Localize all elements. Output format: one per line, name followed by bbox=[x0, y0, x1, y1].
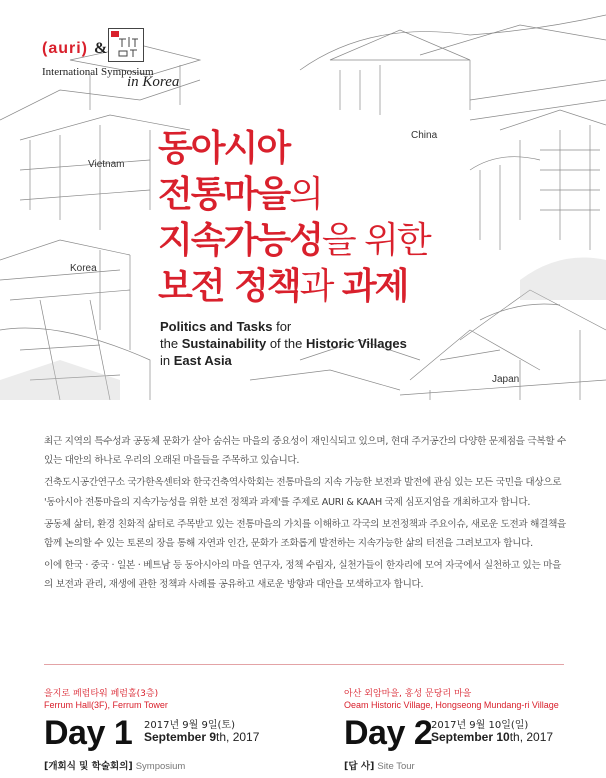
day2-event bbox=[344, 758, 415, 772]
en-title-part: of the bbox=[266, 336, 306, 351]
title-line-4-light: 과 bbox=[299, 266, 342, 307]
day2-date-ko: 2017년 9월 10일(일) bbox=[431, 720, 529, 731]
korean-title bbox=[158, 126, 430, 310]
intro-paragraph: 건축도시공간연구소 국가한옥센터와 한국건축역사학회는 전통마을의 지속 가능한 보전과 발전에 관심 있는 모든 국민을 대상으로 '동아시아 전통마을의 지속가능성을 위한 보전 정책과 과제'를 주제로 AURI & KAAH 국제 심포지엄을 개최하고자 합니다. bbox=[44, 477, 562, 508]
day1-venue-en: Ferrum Hall(3F), Ferrum Tower bbox=[44, 700, 168, 710]
symposium-label: International Symposium bbox=[42, 66, 154, 78]
title-line-1: 동아시아 bbox=[158, 128, 290, 169]
en-title-part: East Asia bbox=[173, 353, 232, 368]
intro-paragraph: 공동체 삶터, 환경 친화적 삶터로 주목받고 있는 전통마을의 가치를 이해하고 각국의 보전정책과 주요이슈, 새로운 도전과 해결책을 함께 논의할 수 있는 토론의 장을 통해 자연과 인간, 문화가 조화롭게 발전하는 지속가능한 삶의 터전을 그려보고자 합니다. bbox=[44, 518, 567, 550]
day1-venue-ko: 을지로 페럼타워 페럼홀(3층) bbox=[44, 689, 159, 699]
day2-event-ko: [답 사] bbox=[344, 761, 375, 772]
en-title-part: Sustainability bbox=[181, 336, 267, 351]
title-line-2-bold: 전통마을 bbox=[158, 174, 290, 215]
day2-date-en-bold: September 10 bbox=[431, 730, 510, 744]
day2-venue-ko: 아산 외암마을, 홍성 문당리 마을 bbox=[344, 689, 472, 699]
title-line-4-bold: 보전 정책 bbox=[158, 266, 300, 307]
day1-date-en-rest: th, 2017 bbox=[216, 730, 260, 744]
seal-glyph-icon bbox=[115, 33, 141, 59]
kaah-seal-logo bbox=[108, 28, 144, 62]
day1-date-en-bold: September 9 bbox=[144, 730, 217, 744]
day2-venue-en: Oeam Historic Village, Hongseong Mundang-ri Village bbox=[344, 700, 559, 710]
en-title-part: Politics and Tasks bbox=[160, 319, 273, 334]
day1-event-ko: [개회식 및 학술회의] bbox=[44, 761, 133, 772]
intro-paragraph: 이에 한국 · 중국 · 일본 · 베트남 등 동아시아의 마을 연구자, 정책 수립자, 실천가들이 한자리에 모여 자국에서 실천하고 있는 마을의 보전과 관리, 재생에 관한 정책과 사례를 공유하고 새로운 방향과 대안을 모색하고자 합니다. bbox=[44, 560, 562, 591]
day1-label: Day 1 bbox=[44, 714, 133, 752]
en-title-part: for bbox=[272, 319, 292, 334]
english-title bbox=[160, 318, 407, 369]
title-line-4 bbox=[158, 264, 430, 310]
place-label-japan: Japan bbox=[492, 374, 520, 385]
place-label-korea: Korea bbox=[70, 263, 97, 274]
day1-event bbox=[44, 758, 185, 772]
auri-logo: (auri) bbox=[42, 40, 88, 57]
day2-event-en: Site Tour bbox=[377, 761, 415, 772]
title-line-3 bbox=[158, 218, 430, 264]
day2-label: Day 2 bbox=[344, 714, 433, 752]
place-label-china: China bbox=[411, 130, 438, 141]
day1-event-en: Symposium bbox=[135, 761, 186, 772]
title-line-3-bold: 지속가능성 bbox=[158, 220, 322, 261]
place-label-vietnam: Vietnam bbox=[88, 159, 125, 170]
en-title-part: Historic Villages bbox=[305, 336, 407, 351]
day1-date-en bbox=[144, 730, 259, 744]
day2-date-en bbox=[431, 730, 553, 744]
in-korea-label: in Korea bbox=[127, 74, 180, 90]
title-line-2 bbox=[158, 172, 430, 218]
day2-date-en-rest: th, 2017 bbox=[509, 730, 554, 744]
day1-block bbox=[44, 686, 260, 772]
day1-date-ko: 2017년 9월 9일(토) bbox=[144, 720, 235, 731]
day2-block bbox=[344, 686, 559, 772]
section-divider bbox=[44, 664, 564, 665]
title-line-3-light: 을 위한 bbox=[321, 220, 430, 261]
ampersand: & bbox=[94, 40, 108, 57]
title-line-4-bold-2: 과제 bbox=[341, 266, 408, 307]
en-title-part: in bbox=[160, 353, 174, 368]
intro-text bbox=[44, 432, 568, 598]
intro-paragraph: 최근 지역의 특수성과 공동체 문화가 살아 숨쉬는 마을의 중요성이 재인식되고 있으며, 현대 주거공간의 다양한 문제점을 극복할 수 있는 대안의 하나로 우리의 오래된 마을들을 주목하고 있습니다. bbox=[44, 436, 567, 467]
title-line-2-light: 의 bbox=[289, 174, 322, 215]
en-title-part: the bbox=[160, 336, 182, 351]
